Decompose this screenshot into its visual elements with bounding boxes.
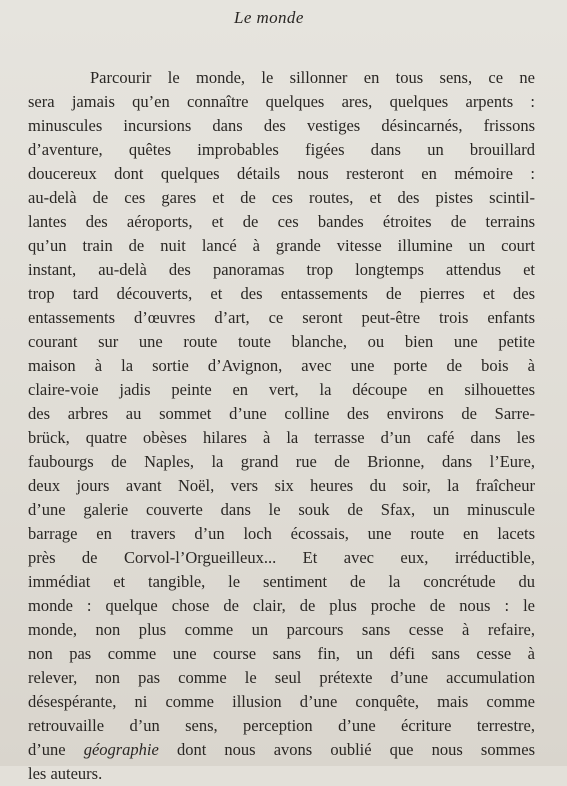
text-line: relever, non pas comme le seul prétexte d’une accumulation — [28, 668, 535, 687]
text-line: maison à la sortie d’Avignon, avec une porte de bois à — [28, 356, 535, 375]
text-line: qu’un train de nuit lancé à grande vitesse illumine un court — [28, 236, 535, 255]
text-line: faubourgs de Naples, la grand rue de Brionne, dans l’Eure, — [28, 452, 535, 471]
page-title: Le monde — [234, 8, 304, 27]
text-line: deux jours avant Noël, vers six heures du soir, la fraîcheur — [28, 476, 535, 495]
text-line: près de Corvol-l’Orgueilleux... Et avec eux, irréductible, — [28, 548, 535, 567]
text-line: d’une galerie couverte dans le souk de Sfax, un minuscule — [28, 500, 535, 519]
text-line: monde : quelque chose de clair, de plus proche de nous : le — [28, 596, 535, 615]
text-line: non pas comme une course sans fin, un défi sans cesse à — [28, 644, 535, 663]
text-line: sera jamais qu’en connaître quelques ares, quelques arpents : — [28, 92, 535, 111]
text-line: courant sur une route toute blanche, ou bien une petite — [28, 332, 535, 351]
text-fragment: dont nous avons oublié que nous sommes — [158, 740, 535, 759]
text-line: d’aventure, quêtes improbables figées dans un brouillard — [28, 140, 535, 159]
text-line: doucereux dont quelques détails nous resteront en mémoire : — [28, 164, 535, 183]
text-line: barrage en travers d’un loch écossais, une route en lacets — [28, 524, 535, 543]
text-line: minuscules incursions dans des vestiges désincarnés, frissons — [28, 116, 535, 135]
text-line: au-delà de ces gares et de ces routes, et des pistes scintil- — [28, 188, 535, 207]
text-line: monde, non plus comme un parcours sans cesse à refaire, — [28, 620, 535, 639]
text-line: les auteurs. — [28, 764, 103, 783]
text-line: claire-voie jadis peinte en vert, la découpe en silhouettes — [28, 380, 535, 399]
text-line — [28, 738, 535, 762]
text-line: entassements d’œuvres d’art, ce seront peut-être trois enfants — [28, 308, 535, 327]
text-line: instant, au-delà des panoramas trop longtemps attendus et — [28, 260, 535, 279]
italic-word: géographie — [83, 740, 159, 759]
text-line: des arbres au sommet d’une colline des environs de Sarre- — [28, 404, 535, 423]
text-fragment: d’une — [28, 740, 84, 759]
text-line: immédiat et tangible, le sentiment de la concrétude du — [28, 572, 535, 591]
text-line: lantes des aéroports, et de ces bandes étroites de terrains — [28, 212, 535, 231]
text-line: Parcourir le monde, le sillonner en tous sens, ce ne — [90, 68, 535, 87]
text-line: brück, quatre obèses hilares à la terrasse d’un café dans les — [28, 428, 535, 447]
text-line: trop tard découverts, et des entassements de pierres et des — [28, 284, 535, 303]
text-line: désespérante, ni comme illusion d’une conquête, mais comme — [28, 692, 535, 711]
text-line: retrouvaille d’un sens, perception d’une écriture terrestre, — [28, 716, 535, 735]
